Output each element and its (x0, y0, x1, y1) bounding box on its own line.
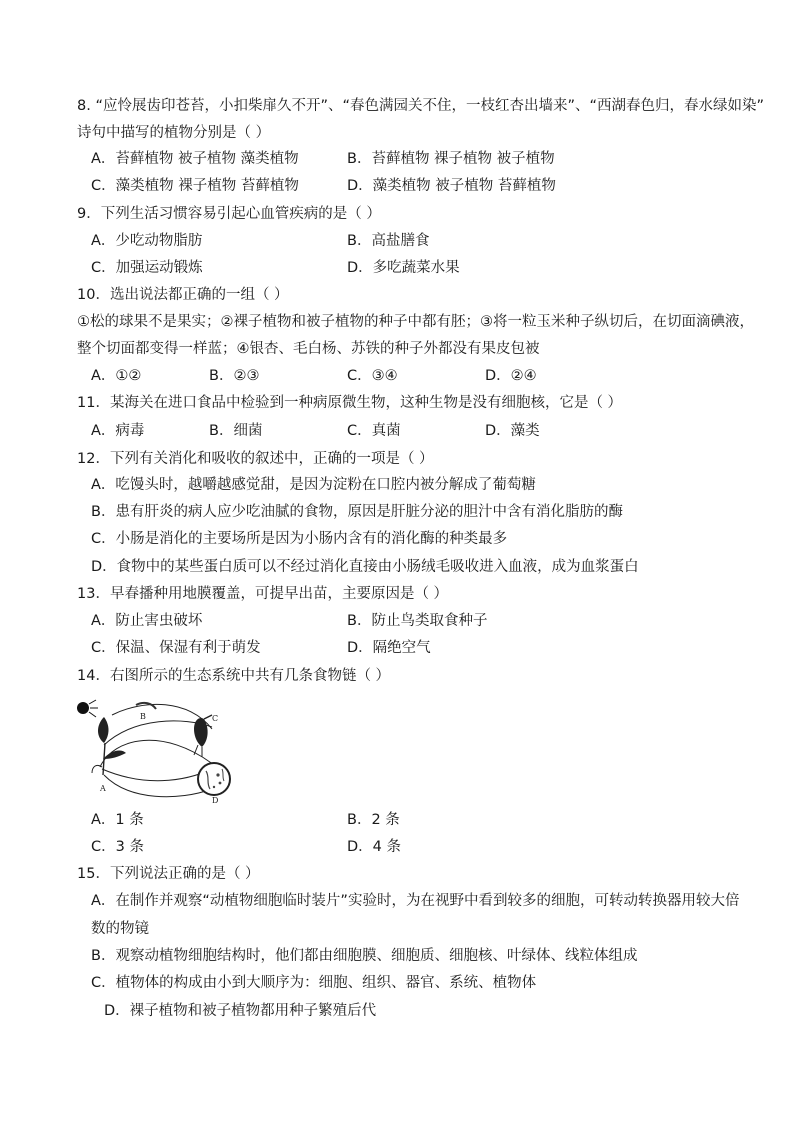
q9-stem: 9．下列生活习惯容易引起心血管疾病的是（ ） (77, 206, 381, 222)
q8-stem-line2: 诗句中描写的植物分别是（ ） (77, 125, 271, 141)
q9-option-a: A．少吃动物脂肪 (91, 233, 203, 249)
q8-option-d: D．藻类植物 被子植物 苔藓植物 (347, 178, 556, 194)
q8-option-c: C．藻类植物 裸子植物 苔藓植物 (91, 178, 299, 194)
q13-option-c: C．保温、保湿有利于萌发 (91, 640, 261, 656)
q11-option-b: B．细菌 (209, 423, 263, 439)
figure-label-a: A (100, 784, 106, 793)
q12-option-d: D．食物中的某些蛋白质可以不经过消化直接由小肠绒毛吸收进入血液，成为血浆蛋白 (91, 559, 639, 575)
q10-stem-line1: 10．选出说法都正确的一组（ ） (77, 287, 289, 303)
q11-option-d: D．藻类 (485, 423, 540, 439)
q10-option-d: D．②④ (485, 368, 537, 384)
q8-option-a: A．苔藓植物 被子植物 藻类植物 (91, 151, 299, 167)
q11-option-c: C．真菌 (347, 423, 401, 439)
decomposer-icon (198, 763, 230, 795)
q10-option-b: B．②③ (209, 368, 260, 384)
q12-option-a: A．吃馒头时，越嚼越感觉甜，是因为淀粉在口腔内被分解成了葡萄糖 (91, 477, 536, 493)
q15-option-c: C．植物体的构成由小到大顺序为：细胞、组织、器官、系统、植物体 (91, 975, 537, 991)
q15-option-a-cont: 数的物镜 (91, 921, 149, 937)
food-web-figure (74, 697, 234, 805)
q15-option-d: D．裸子植物和被子植物都用种子繁殖后代 (104, 1003, 377, 1019)
q9-option-c: C．加强运动锻炼 (91, 260, 203, 276)
q13-option-b: B．防止鸟类取食种子 (347, 613, 488, 629)
q9-option-b: B．高盐膳食 (347, 233, 430, 249)
q15-option-b: B．观察动植物细胞结构时，他们都由细胞膜、细胞质、细胞核、叶绿体、线粒体组成 (91, 948, 638, 964)
q14-stem: 14．右图所示的生态系统中共有几条食物链（ ） (77, 668, 391, 684)
q15-option-a: A．在制作并观察“动植物细胞临时装片”实验时，为在视野中看到较多的细胞，可转动转换器用较大倍 (91, 893, 740, 909)
sun-rays-icon (89, 700, 98, 717)
q14-option-a: A．1 条 (91, 812, 144, 828)
q14-option-c: C．3 条 (91, 839, 144, 855)
q13-option-d: D．隔绝空气 (347, 640, 431, 656)
q15-stem: 15．下列说法正确的是（ ） (77, 866, 260, 882)
q8-option-b: B．苔藓植物 裸子植物 被子植物 (347, 151, 555, 167)
q12-stem: 12．下列有关消化和吸收的叙述中，正确的一项是（ ） (77, 451, 434, 467)
q11-option-a: A．病毒 (91, 423, 145, 439)
figure-label-c: C (212, 714, 219, 723)
q14-option-d: D．4 条 (347, 839, 401, 855)
food-web-arrows (100, 704, 214, 796)
q12-option-c: C．小肠是消化的主要场所是因为小肠内含有的消化酶的种类最多 (91, 531, 508, 547)
q10-option-a: A．①② (91, 368, 142, 384)
q13-stem: 13．早春播种用地膜覆盖，可提早出苗，主要原因是（ ） (77, 586, 449, 602)
bird-icon (194, 715, 212, 757)
q12-option-b: B．患有肝炎的病人应少吃油腻的食物，原因是肝脏分泌的胆汁中含有消化脂肪的酶 (91, 504, 623, 520)
q8-stem-line1: 8. “应怜展齿印苍苔，小扣柴扉久不开”、“春色满园关不住，一枝红杏出墙来”、“西湖春色归，春水绿如染” (77, 98, 765, 114)
q10-stem-line3: 整个切面都变得一样蓝；④银杏、毛白杨、苏铁的种子外都没有果皮包被 (77, 341, 540, 357)
q14-option-b: B．2 条 (347, 812, 400, 828)
q10-stem-line2: ①松的球果不是果实；②裸子植物和被子植物的种子中都有胚；③将一粒玉米种子纵切后，在切面滴碘液， (77, 314, 754, 330)
q9-option-d: D．多吃蔬菜水果 (347, 260, 460, 276)
q13-option-a: A．防止害虫破坏 (91, 613, 203, 629)
q11-stem: 11．某海关在进口食品中检验到一种病原微生物，这种生物是没有细胞核，它是（ ） (77, 395, 623, 411)
figure-label-d: D (212, 796, 219, 805)
q10-option-c: C．③④ (347, 368, 398, 384)
sun-icon (77, 702, 89, 714)
figure-label-b: B (140, 712, 146, 721)
